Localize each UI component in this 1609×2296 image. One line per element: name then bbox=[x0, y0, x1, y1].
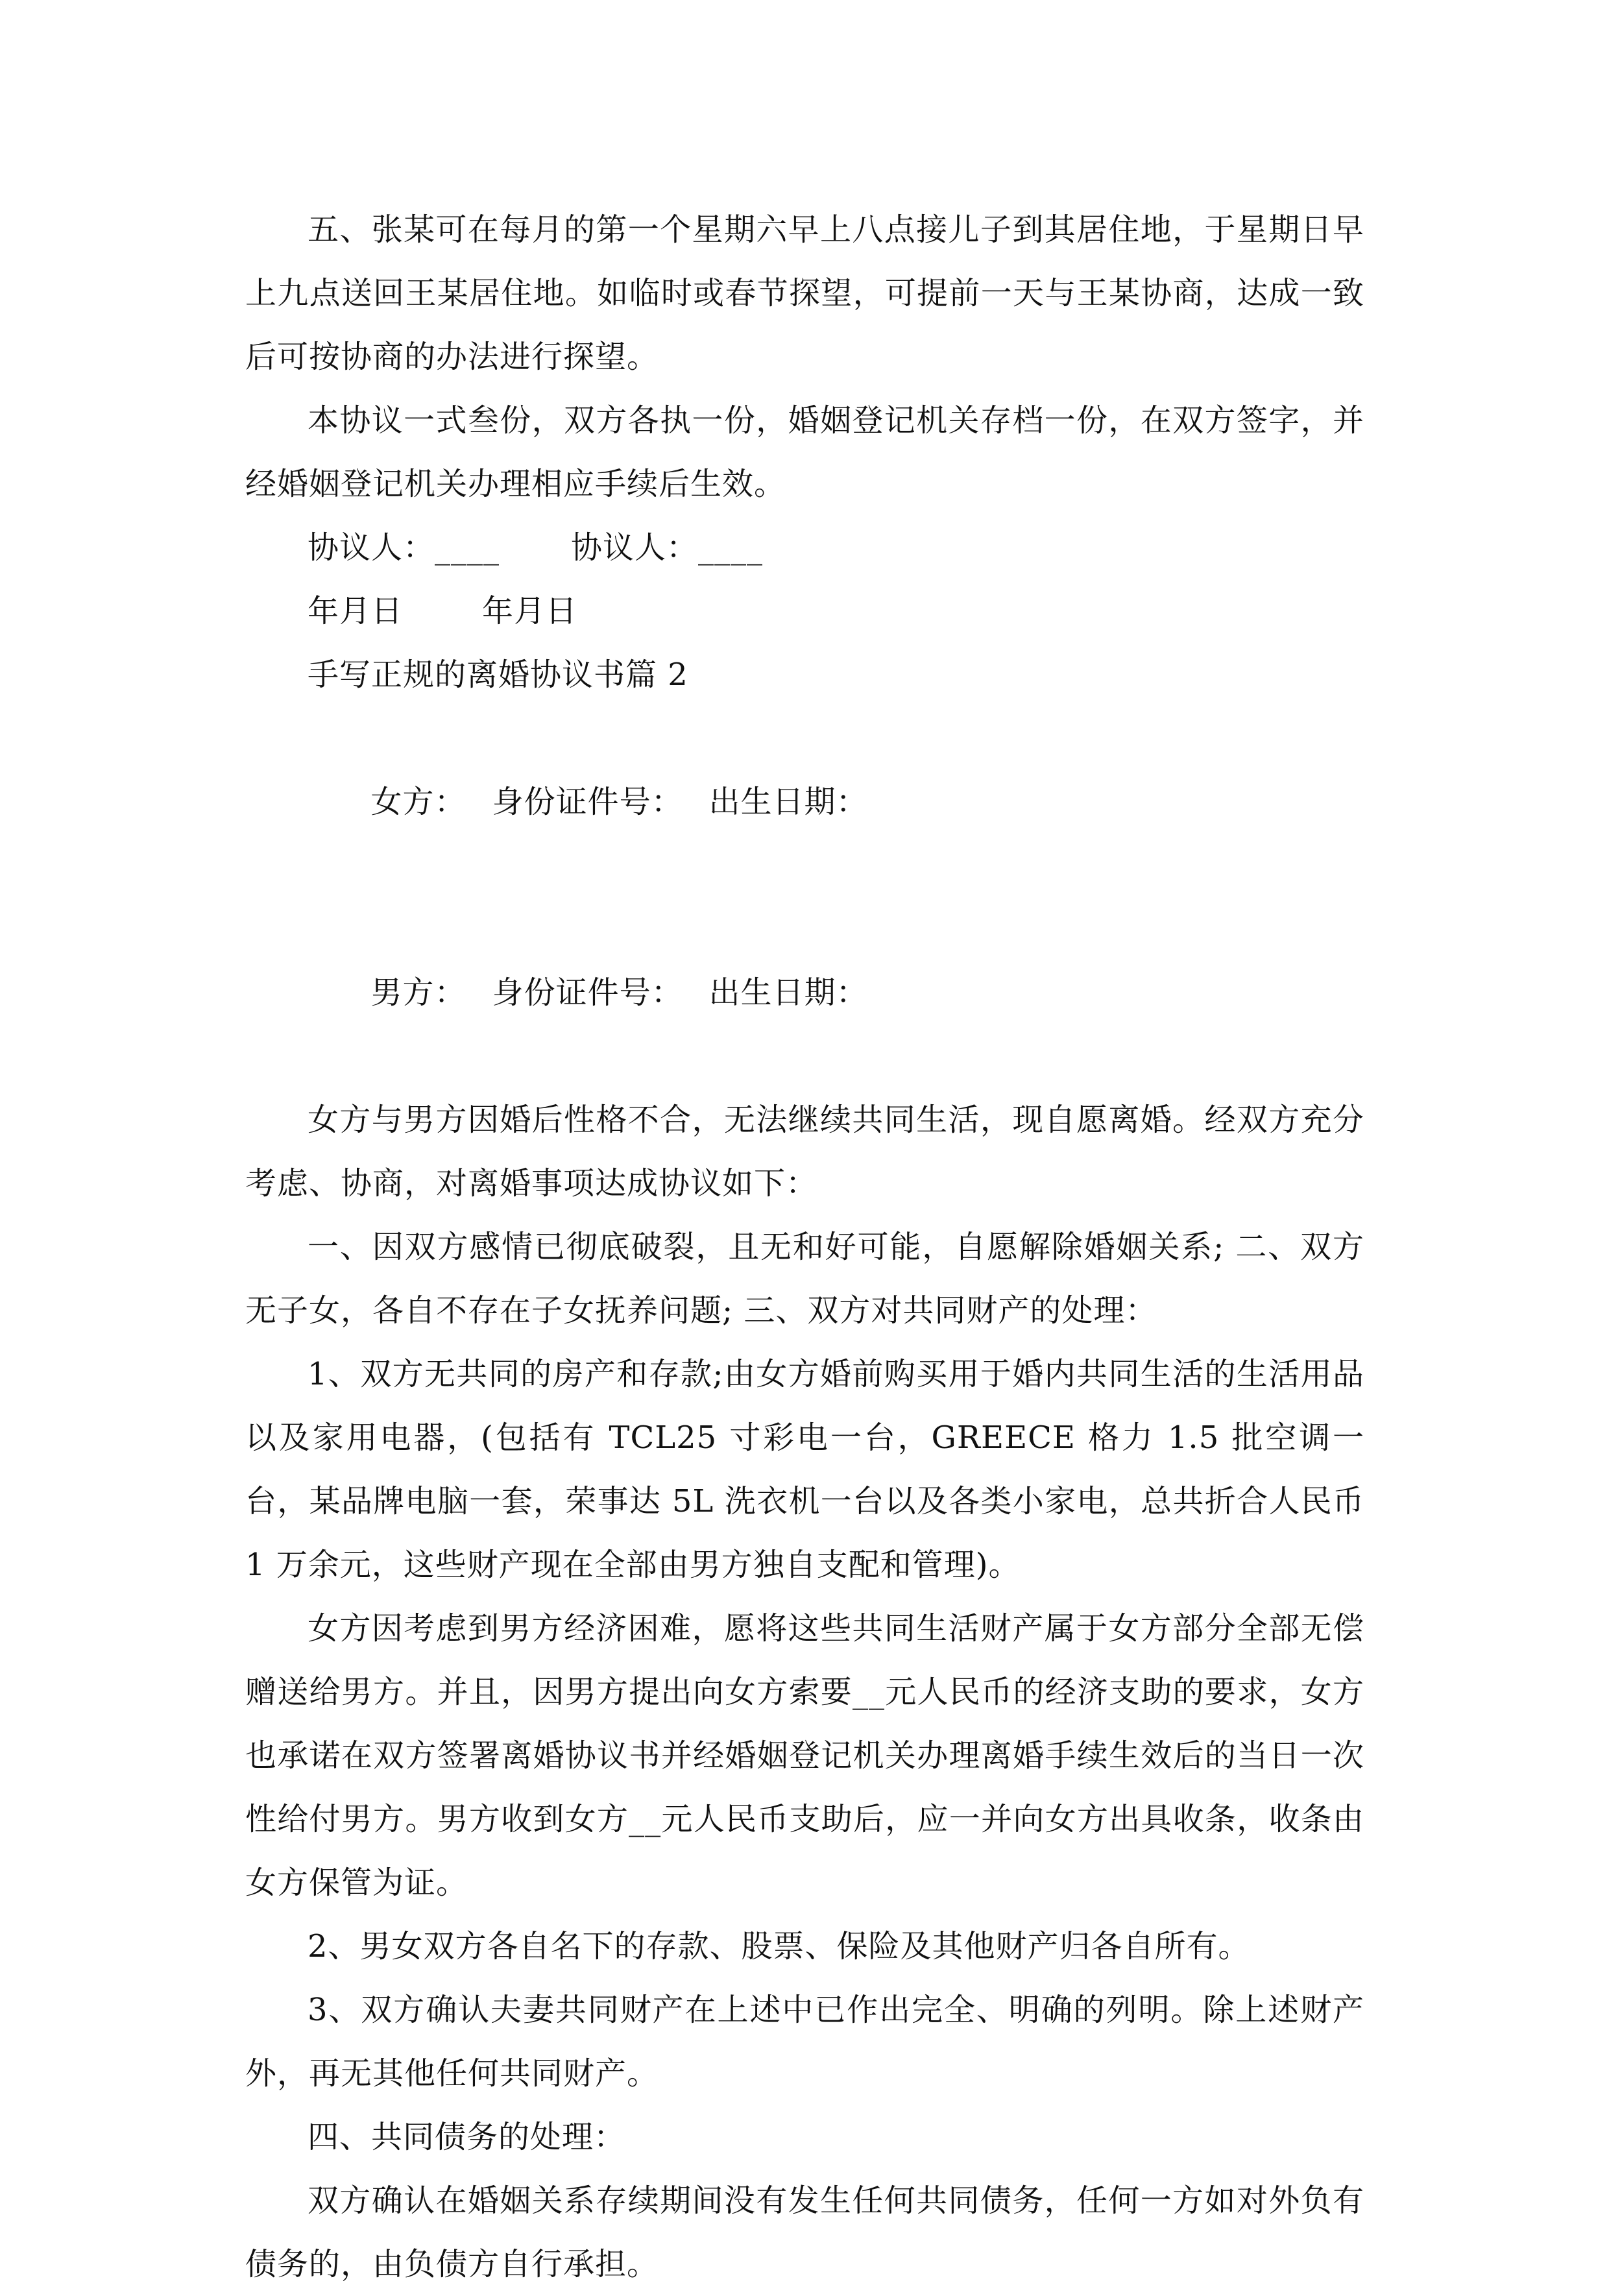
male-info-row bbox=[245, 897, 1364, 1088]
female-birth-label: 出生日期： bbox=[708, 784, 868, 820]
date-row bbox=[245, 579, 1364, 643]
paragraph-intro: 女方与男方因婚后性格不合，无法继续共同生活，现自愿离婚。经双方充分考虑、协商，对离婚事项达成协议如下： bbox=[245, 1102, 1364, 1202]
paragraph-visitation: 五、张某可在每月的第一个星期六早上八点接儿子到其居住地，于星期日早上九点送回王某居住地。如临时或春节探望，可提前一天与王某协商，达成一致后可按协商的办法进行探望。 bbox=[245, 211, 1364, 375]
paragraph-copies: 本协议一式叁份，双方各执一份，婚姻登记机关存档一份，在双方签字，并经婚姻登记机关办理相应手续后生效。 bbox=[245, 402, 1364, 502]
paragraph-property-2: 2、男女双方各自名下的存款、股票、保险及其他财产归各自所有。 bbox=[308, 1928, 1250, 1964]
signature-party-1: 协议人：____ bbox=[308, 529, 500, 566]
paragraph-debt: 双方确认在婚姻关系存续期间没有发生任何共同债务，任何一方如对外负有债务的，由负债方自行承担。 bbox=[245, 2182, 1364, 2282]
paragraph-clause-1: 一、因双方感情已彻底破裂，且无和好可能，自愿解除婚姻关系; 二、双方无子女，各自不存在子女抚养问题; 三、双方对共同财产的处理： bbox=[245, 1229, 1364, 1329]
female-party-label: 女方： bbox=[370, 784, 466, 820]
paragraph-property-1: 1、双方无共同的房产和存款;由女方婚前购买用于婚内共同生活的生活用品以及家用电器，(包括有 TCL25 寸彩电一台，GREECE 格力 1.5 批空调一台，某品牌电脑一套，荣事达 5L 洗衣机一台以及各类小家电，总共折合人民币 1 万余元，这些财产现在全部由男方独自支配和管理)。 bbox=[245, 1356, 1375, 1583]
paragraph-property-3: 3、双方确认夫妻共同财产在上述中已作出完全、明确的列明。除上述财产外，再无其他任何共同财产。 bbox=[245, 1992, 1364, 2092]
signature-party-2: 协议人：____ bbox=[571, 529, 764, 566]
section-title: 手写正规的离婚协议书篇 2 bbox=[308, 657, 688, 693]
male-party-label: 男方： bbox=[370, 974, 466, 1011]
signature-date-1: 年月日 bbox=[308, 593, 404, 629]
paragraph-debt-heading: 四、共同债务的处理： bbox=[308, 2119, 626, 2155]
document-body bbox=[245, 198, 1375, 2296]
paragraph-property-gift: 女方因考虑到男方经济困难，愿将这些共同生活财产属于女方部分全部无偿赠送给男方。并且，因男方提出向女方索要__元人民币的经济支助的要求，女方也承诺在双方签署离婚协议书并经婚姻登记机关办理离婚手续生效后的当日一次性给付男方。男方收到女方__元人民币支助后，应一并向女方出具收条，收条由女方保管为证。 bbox=[245, 1610, 1364, 1901]
male-birth-label: 出生日期： bbox=[708, 974, 868, 1011]
female-info-row bbox=[245, 707, 1364, 897]
signature-date-2: 年月日 bbox=[482, 593, 578, 629]
signature-row bbox=[245, 516, 1364, 579]
female-id-label: 身份证件号： bbox=[492, 784, 683, 820]
male-id-label: 身份证件号： bbox=[492, 974, 683, 1011]
